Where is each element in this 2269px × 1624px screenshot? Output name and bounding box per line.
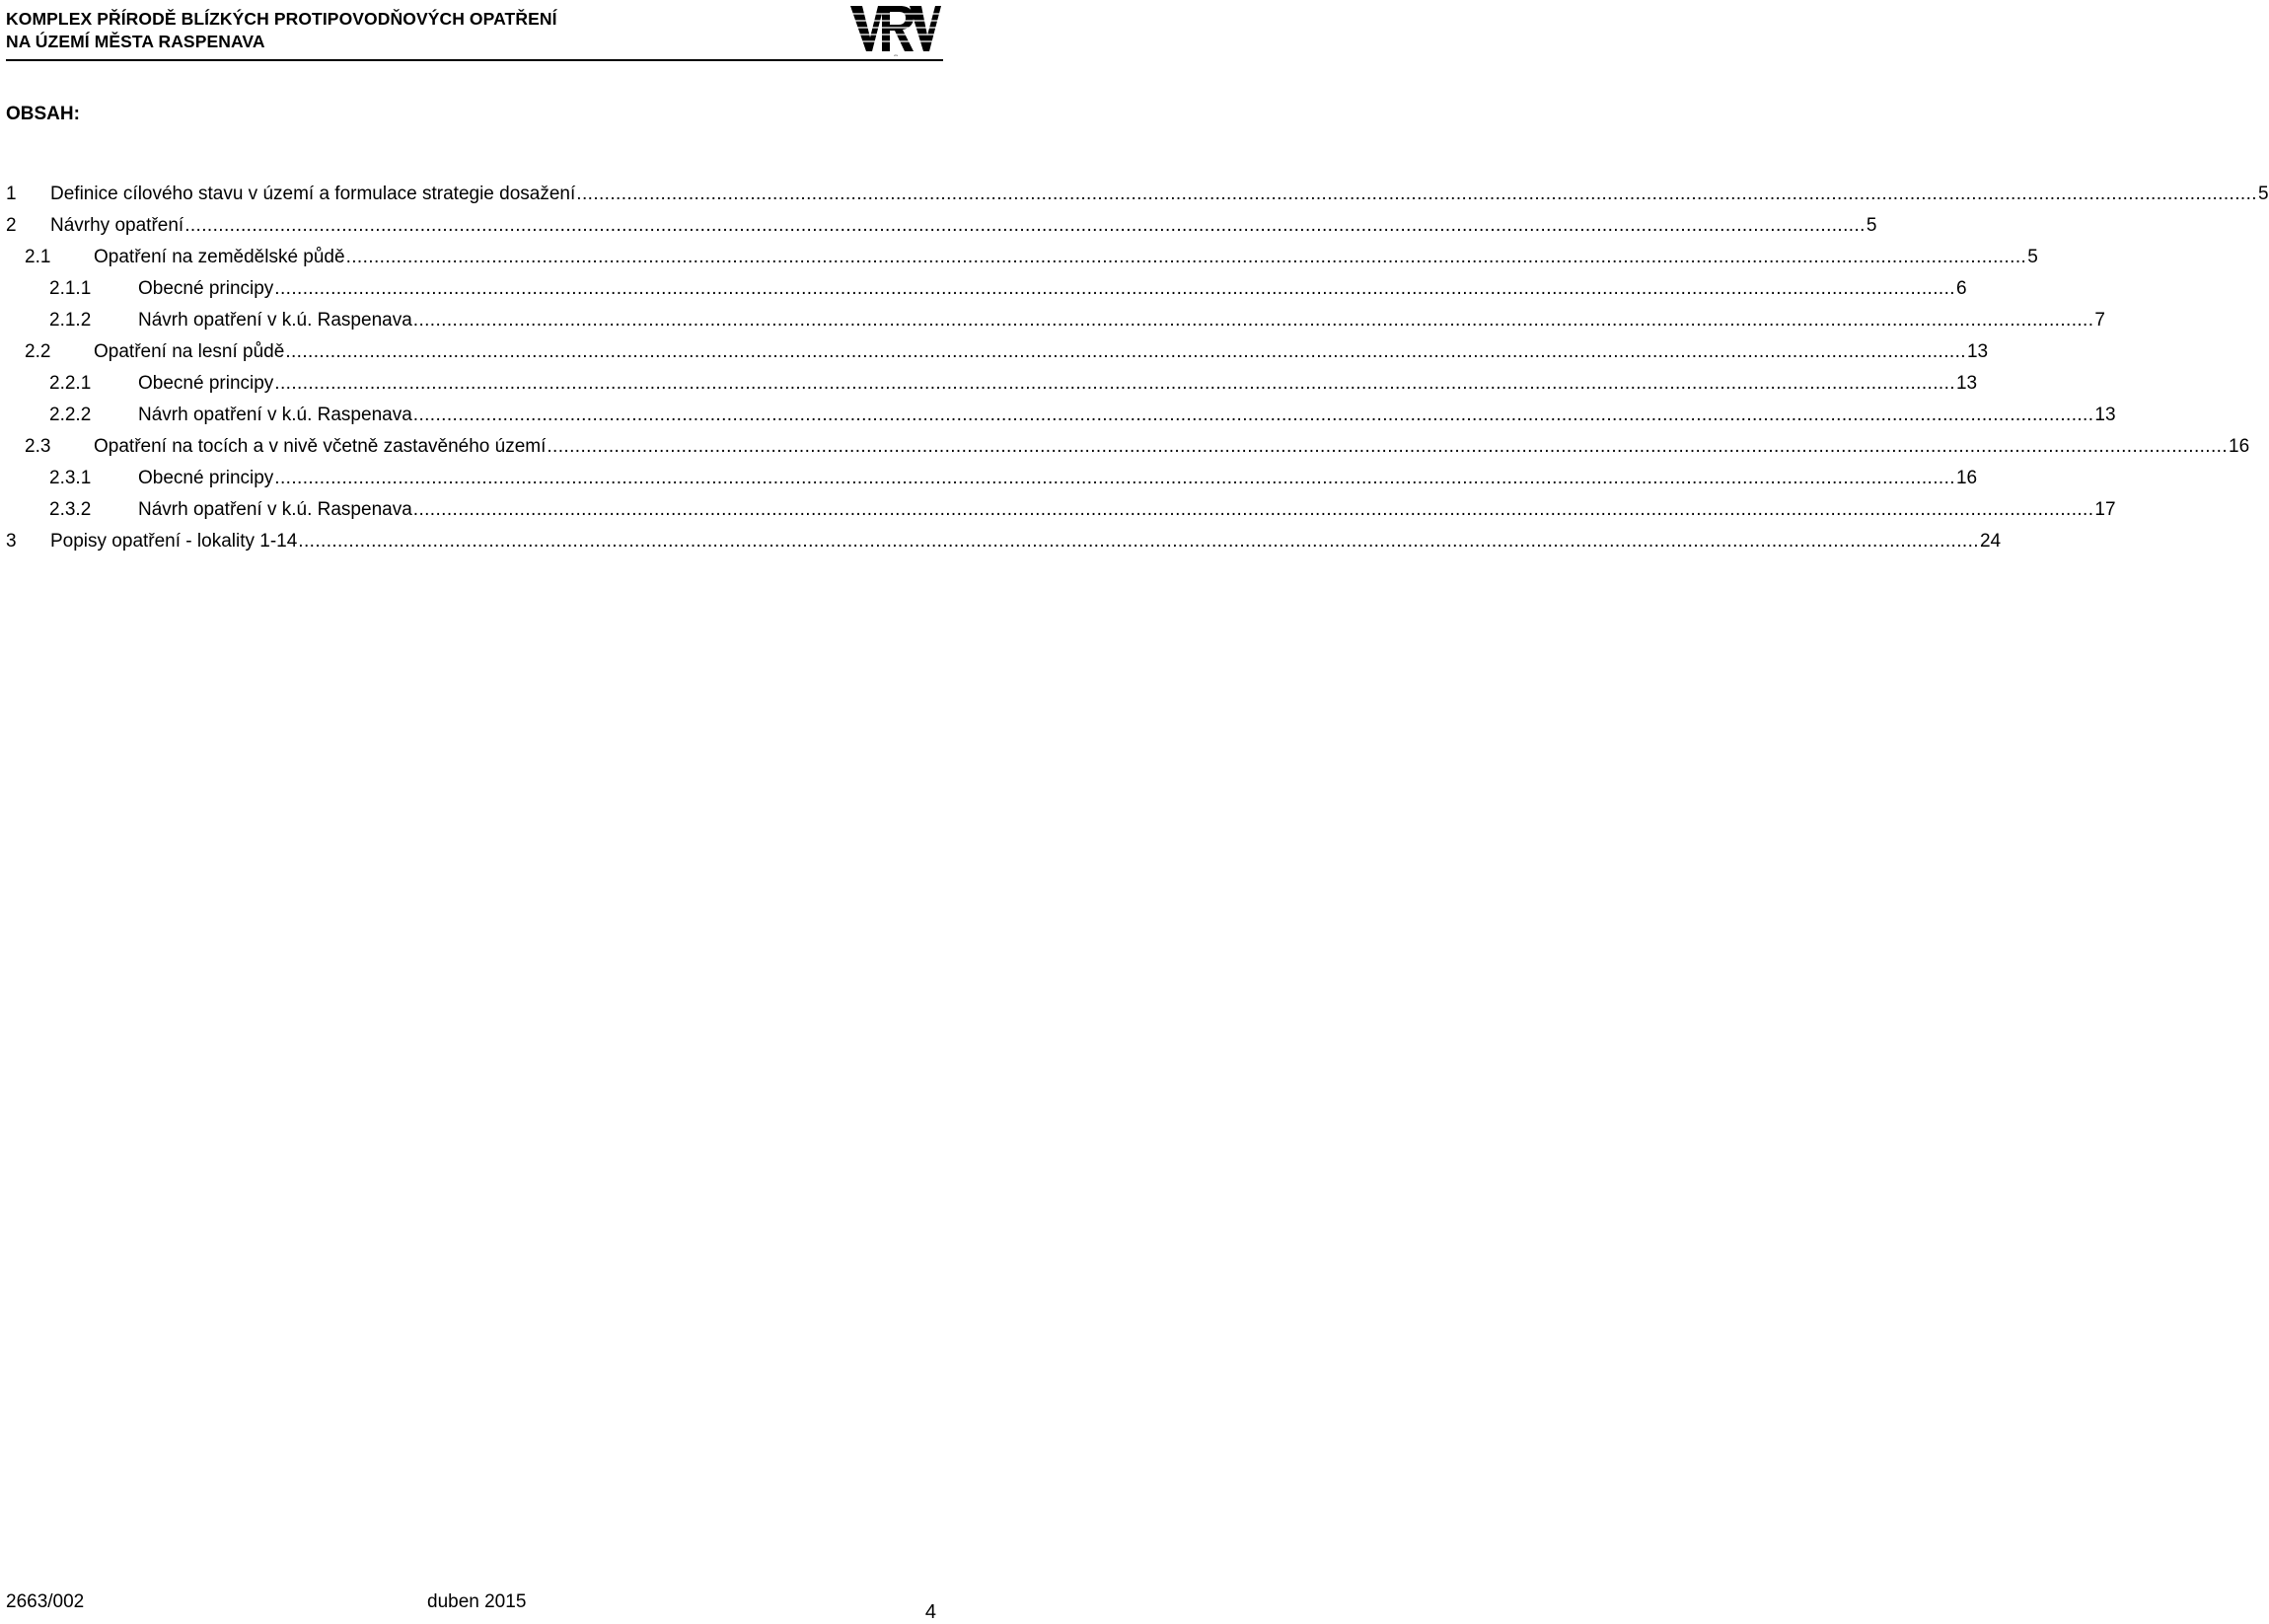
toc-entry[interactable] xyxy=(6,526,2002,557)
toc-entry[interactable] xyxy=(49,400,2116,431)
toc-entry[interactable] xyxy=(49,368,1978,400)
toc-entry[interactable] xyxy=(49,305,2105,336)
toc-entry-page: 13 xyxy=(1955,373,1978,394)
toc-entry-title: Návrh opatření v k.ú. Raspenava xyxy=(138,310,412,331)
toc-entry-number: 2.1 xyxy=(25,247,51,267)
toc-entry-number: 2.3.1 xyxy=(49,468,92,488)
toc-entry-title: Obecné principy xyxy=(138,468,274,488)
toc-entry-page: 24 xyxy=(1979,531,2002,552)
toc-entry[interactable] xyxy=(25,242,2038,273)
toc-entry[interactable] xyxy=(6,210,1877,242)
header-title xyxy=(6,8,557,53)
toc-dot-leader: ............................................................................................................................................................................................................................................................................................................ xyxy=(298,531,1979,552)
toc-entry-page: 7 xyxy=(2094,310,2105,331)
toc-entry-page: 16 xyxy=(2229,436,2250,457)
toc-entry-number: 1 xyxy=(6,184,17,204)
header-divider xyxy=(6,59,943,61)
toc-dot-leader: ............................................................................................................................................................................................................................................................................................................ xyxy=(274,373,1955,394)
toc-entry[interactable] xyxy=(49,273,1967,305)
toc-entry-number: 2.1.1 xyxy=(49,278,92,299)
toc-dot-leader: ............................................................................................................................................................................................................................................................................................................ xyxy=(412,499,2094,520)
toc-entry-page: 5 xyxy=(2257,184,2269,204)
toc-dot-leader: ............................................................................................................................................................................................................................................................................................................ xyxy=(412,310,2094,331)
header-title-line1: KOMPLEX PŘÍRODĚ BLÍZKÝCH PROTIPOVODŇOVÝCH OPATŘENÍ xyxy=(6,9,557,29)
toc-entry-title: Popisy opatření - lokality 1-14 xyxy=(50,531,298,552)
toc-entry-page: 6 xyxy=(1955,278,1967,299)
toc-entry-title: Návrh opatření v k.ú. Raspenava xyxy=(138,405,412,425)
page-header xyxy=(6,8,943,60)
toc-entry-number: 2.2 xyxy=(25,341,51,362)
toc-entry[interactable] xyxy=(49,494,2116,526)
toc-entry[interactable] xyxy=(25,336,1989,368)
header-title-line2: NA ÚZEMÍ MĚSTA RASPENAVA xyxy=(6,32,265,51)
toc-entry-number: 2.3 xyxy=(25,436,51,457)
toc-dot-leader: ............................................................................................................................................................................................................................................................................................................ xyxy=(274,278,1955,299)
footer-doc-number: 2663/002 xyxy=(6,1591,85,1612)
footer-date: duben 2015 xyxy=(427,1591,527,1612)
toc-entry-number: 2.1.2 xyxy=(49,310,92,331)
toc-dot-leader: ............................................................................................................................................................................................................................................................................................................ xyxy=(412,405,2094,425)
toc-entry-number: 2 xyxy=(6,215,17,236)
vrv-logo-icon xyxy=(848,2,943,57)
toc-entry[interactable] xyxy=(49,463,1978,494)
toc-entry-title: Návrhy opatření xyxy=(50,215,184,236)
toc-dot-leader: ............................................................................................................................................................................................................................................................................................................ xyxy=(285,341,1966,362)
toc-dot-leader: ............................................................................................................................................................................................................................................................................................................ xyxy=(184,215,1866,236)
toc-dot-leader: ............................................................................................................................................................................................................................................................................................................ xyxy=(274,468,1955,488)
toc-entry-page: 16 xyxy=(1955,468,1978,488)
vrv-logo-graphic xyxy=(848,2,943,57)
toc-entry-title: Návrh opatření v k.ú. Raspenava xyxy=(138,499,412,520)
toc-heading: OBSAH: xyxy=(6,104,80,124)
toc-entry-title: Obecné principy xyxy=(138,373,274,394)
toc-entry-number: 2.2.2 xyxy=(49,405,92,425)
toc-entry-number: 2.2.1 xyxy=(49,373,92,394)
footer-page-number: 4 xyxy=(924,1601,936,1623)
toc-dot-leader: ............................................................................................................................................................................................................................................................................................................ xyxy=(576,184,2257,204)
toc-dot-leader: ............................................................................................................................................................................................................................................................................................................ xyxy=(547,436,2229,457)
toc-entry[interactable] xyxy=(6,179,2269,210)
toc-entry-title: Opatření na tocích a v nivě včetně zastavěného území xyxy=(94,436,547,457)
toc-entry-number: 2.3.2 xyxy=(49,499,92,520)
toc-dot-leader: ............................................................................................................................................................................................................................................................................................................ xyxy=(345,247,2027,267)
toc-entry-title: Obecné principy xyxy=(138,278,274,299)
toc-entry-title: Opatření na zemědělské půdě xyxy=(94,247,345,267)
toc-entry-page: 13 xyxy=(1966,341,1989,362)
toc-entry-title: Definice cílového stavu v území a formulace strategie dosažení xyxy=(50,184,576,204)
toc-entry-page: 5 xyxy=(2027,247,2038,267)
toc-entry[interactable] xyxy=(25,431,2250,463)
logo-text: VRV xyxy=(893,55,899,57)
toc-entry-page: 17 xyxy=(2094,499,2116,520)
toc-entry-number: 3 xyxy=(6,531,17,552)
toc-entry-page: 5 xyxy=(1866,215,1877,236)
page-footer xyxy=(0,1588,947,1624)
toc-entry-title: Opatření na lesní půdě xyxy=(94,341,285,362)
toc-entry-page: 13 xyxy=(2094,405,2116,425)
